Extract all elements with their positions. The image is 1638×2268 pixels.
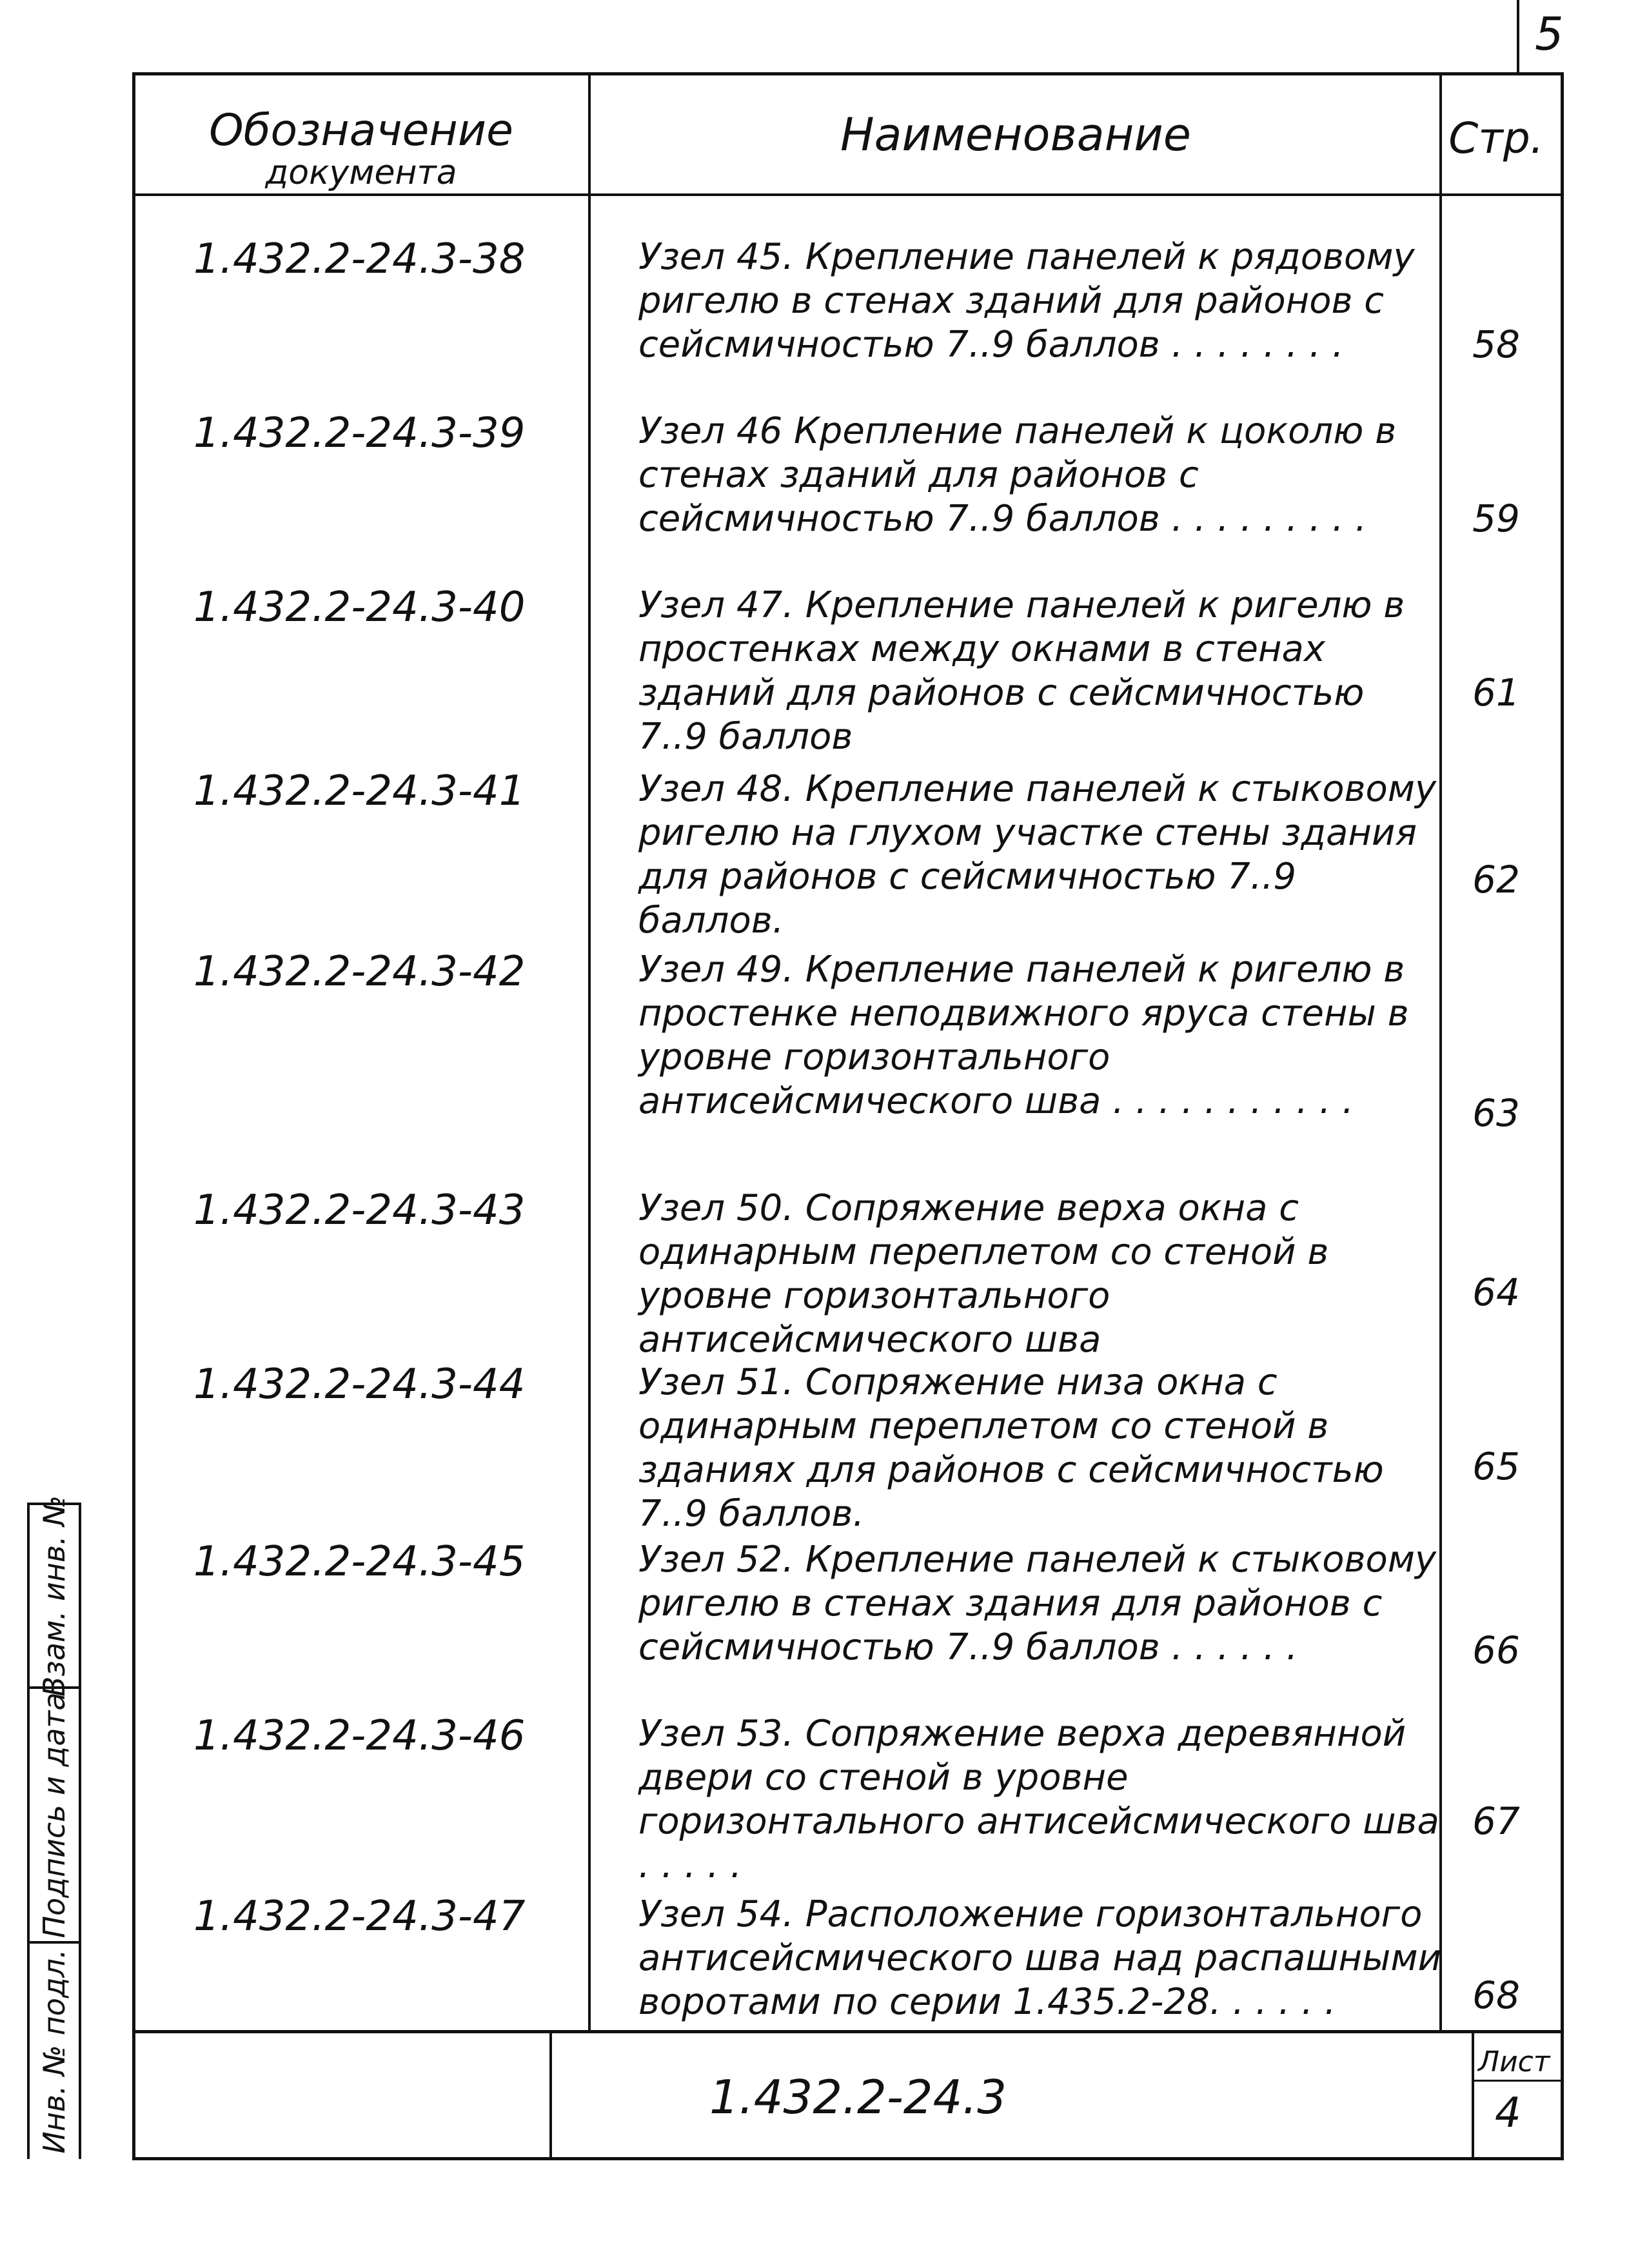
row-code: 1.432.2-24.3-41 <box>193 767 526 815</box>
corner-vertical-line <box>1517 0 1519 72</box>
row-code: 1.432.2-24.3-44 <box>193 1361 526 1408</box>
table-bottom-line <box>132 2030 1564 2033</box>
header-bottom-line <box>132 193 1564 196</box>
frame-left-line <box>132 72 135 2160</box>
col-divider-1 <box>588 72 591 2031</box>
row-name: Узел 46 Крепление панелей к цоколю в стенах зданий для районов с сейсмичностью 7..9 баллов . . . . . . . . . <box>638 410 1397 540</box>
row-code: 1.432.2-24.3-47 <box>193 1893 526 1940</box>
row-name: Узел 53. Сопряжение верха деревянной двери со стеной в уровне горизонтального антисейсмического шва . . . . . <box>638 1713 1439 1886</box>
row-page: 63 <box>1472 1091 1520 1135</box>
row-name: Узел 45. Крепление панелей к рядовому ригелю в стенах зданий для районов с сейсмичностью 7..9 баллов . . . . . . . . <box>638 236 1415 366</box>
frame-top-line <box>132 72 1564 75</box>
row-page: 67 <box>1472 1799 1520 1843</box>
sheet-number: 5 <box>1535 8 1564 61</box>
side-cell-podpis-data <box>28 1689 80 1941</box>
row-code: 1.432.2-24.3-46 <box>193 1712 526 1760</box>
row-name: Узел 52. Крепление панелей к стыковому ригелю в стенах здания для районов с сейсмичностью 7..9 баллов . . . . . . <box>638 1539 1437 1668</box>
side-label-inv-podl: Инв. № подл. <box>37 1949 72 2154</box>
row-name: Узел 49. Крепление панелей к ригелю в простенке неподвижного яруса стены в уровне горизонтального антисейсмического шва . . . . . . . . . . . <box>638 949 1409 1122</box>
row-page: 61 <box>1472 671 1520 715</box>
row-name: Узел 54. Расположение горизонтального антисейсмического шва над распашными воротами по серии 1.435.2-28. . . . . . <box>638 1893 1442 2023</box>
row-code: 1.432.2-24.3-42 <box>193 948 526 996</box>
row-name: Узел 50. Сопряжение верха окна с одинарным переплетом со стеной в уровне горизонтального антисейсмического шва <box>638 1187 1329 1361</box>
row-page: 64 <box>1472 1270 1520 1314</box>
frame-bottom-line <box>132 2157 1564 2160</box>
stamp-document-code: 1.432.2-24.3 <box>709 2070 1007 2124</box>
row-code: 1.432.2-24.3-39 <box>193 409 526 457</box>
header-designation: Обозначение <box>209 105 513 156</box>
row-page: 66 <box>1472 1628 1520 1672</box>
stamp-list-divider <box>1472 2030 1474 2159</box>
row-page: 65 <box>1472 1445 1520 1488</box>
header-designation-sub: документа <box>265 153 457 192</box>
stamp-list-label: Лист <box>1478 2046 1550 2078</box>
side-cell-inv-podl <box>28 1944 80 2159</box>
row-page: 59 <box>1472 497 1520 540</box>
row-code: 1.432.2-24.3-45 <box>193 1538 526 1586</box>
row-page: 68 <box>1472 1973 1520 2017</box>
side-label-podpis-data: Подпись и дата <box>37 1691 72 1938</box>
side-cell-vzam-inv <box>28 1495 80 1697</box>
row-name: Узел 47. Крепление панелей к ригелю в простенках между окнами в стенах зданий для районов с сейсмичностью 7..9 баллов <box>638 584 1405 758</box>
row-code: 1.432.2-24.3-40 <box>193 584 526 631</box>
stamp-list-line <box>1472 2080 1562 2082</box>
stamp-divider <box>549 2030 552 2159</box>
header-name: Наименование <box>840 108 1191 161</box>
header-page: Стр. <box>1448 113 1544 163</box>
row-page: 62 <box>1472 858 1520 902</box>
row-name: Узел 51. Сопряжение низа окна с одинарным переплетом со стеной в зданиях для районов с сейсмичностью 7..9 баллов. <box>638 1361 1384 1535</box>
stamp-list-number: 4 <box>1495 2089 1521 2137</box>
row-page: 58 <box>1472 322 1520 366</box>
side-label-vzam-inv: Взам. инв. № <box>37 1495 72 1697</box>
row-code: 1.432.2-24.3-38 <box>193 235 526 283</box>
row-code: 1.432.2-24.3-43 <box>193 1187 526 1234</box>
row-name: Узел 48. Крепление панелей к стыковому ригелю на глухом участке стены здания для районов с сейсмичностью 7..9 баллов. <box>638 768 1437 942</box>
frame-right-line <box>1561 72 1564 2160</box>
